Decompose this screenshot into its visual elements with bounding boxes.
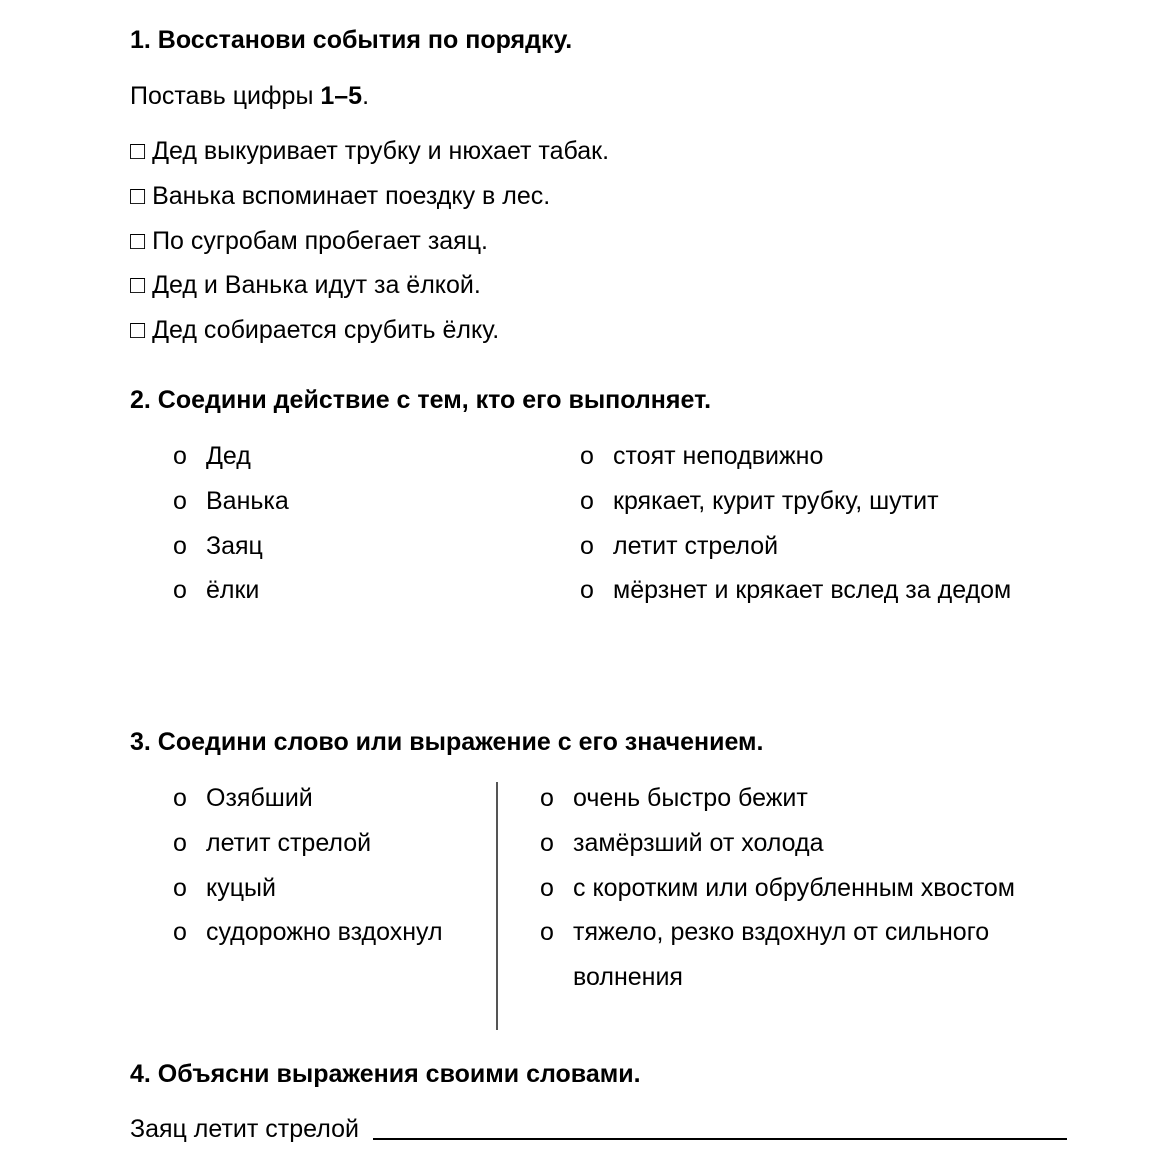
checkbox-icon[interactable]: □ xyxy=(130,182,146,210)
checkbox-icon[interactable]: □ xyxy=(130,271,146,299)
match-right-item: летит стрелой xyxy=(613,532,779,560)
match-right-item: с коротким или обрубленным хвостом xyxy=(573,874,1015,902)
circle-bullet-icon: o xyxy=(173,829,187,857)
circle-bullet-icon: o xyxy=(173,874,187,902)
circle-bullet-icon: o xyxy=(540,829,554,857)
checkbox-icon[interactable]: □ xyxy=(130,316,146,344)
section1-title: 1. Восстанови события по порядку. xyxy=(130,26,573,54)
match-right-item: стоят неподвижно xyxy=(613,442,824,470)
circle-bullet-icon: o xyxy=(173,487,187,515)
match-right-item-continuation: волнения xyxy=(573,963,683,991)
circle-bullet-icon: o xyxy=(580,487,594,515)
match-left-item: куцый xyxy=(206,874,276,902)
section1-instruction: Поставь цифры 1–5. xyxy=(130,82,370,110)
circle-bullet-icon: o xyxy=(540,874,554,902)
answer-line-input[interactable] xyxy=(373,1138,1067,1140)
match-right-item: мёрзнет и крякает вслед за дедом xyxy=(613,576,1012,604)
match-left-item: летит стрелой xyxy=(206,829,372,857)
column-divider xyxy=(496,782,498,1030)
match-left-item: ёлки xyxy=(206,576,260,604)
order-item[interactable]: □ По сугробам пробегает заяц. xyxy=(130,227,488,255)
order-item[interactable]: □ Дед выкуривает трубку и нюхает табак. xyxy=(130,137,610,165)
circle-bullet-icon: o xyxy=(173,576,187,604)
match-left-item: Ванька xyxy=(206,487,289,515)
checkbox-icon[interactable]: □ xyxy=(130,137,146,165)
match-left-item: Дед xyxy=(206,442,251,470)
order-item[interactable]: □ Ванька вспоминает поездку в лес. xyxy=(130,182,551,210)
match-right-item: очень быстро бежит xyxy=(573,784,808,812)
match-left-item: судорожно вздохнул xyxy=(206,918,443,946)
match-left-item: Заяц xyxy=(206,532,263,560)
match-left-item: Озябший xyxy=(206,784,313,812)
explain-prompt: Заяц летит стрелой xyxy=(130,1115,359,1143)
circle-bullet-icon: o xyxy=(540,918,554,946)
order-item[interactable]: □ Дед и Ванька идут за ёлкой. xyxy=(130,271,481,299)
match-right-item: замёрзший от холода xyxy=(573,829,824,857)
circle-bullet-icon: o xyxy=(173,918,187,946)
section4-title: 4. Объясни выражения своими словами. xyxy=(130,1060,641,1088)
circle-bullet-icon: o xyxy=(580,576,594,604)
circle-bullet-icon: o xyxy=(173,784,187,812)
order-item[interactable]: □ Дед собирается срубить ёлку. xyxy=(130,316,500,344)
match-right-item: крякает, курит трубку, шутит xyxy=(613,487,939,515)
circle-bullet-icon: o xyxy=(580,532,594,560)
match-right-item: тяжело, резко вздохнул от сильного xyxy=(573,918,990,946)
section3-title: 3. Соедини слово или выражение с его значением. xyxy=(130,728,764,756)
section2-title: 2. Соедини действие с тем, кто его выполняет. xyxy=(130,386,712,414)
circle-bullet-icon: o xyxy=(173,442,187,470)
checkbox-icon[interactable]: □ xyxy=(130,227,146,255)
circle-bullet-icon: o xyxy=(540,784,554,812)
circle-bullet-icon: o xyxy=(580,442,594,470)
circle-bullet-icon: o xyxy=(173,532,187,560)
